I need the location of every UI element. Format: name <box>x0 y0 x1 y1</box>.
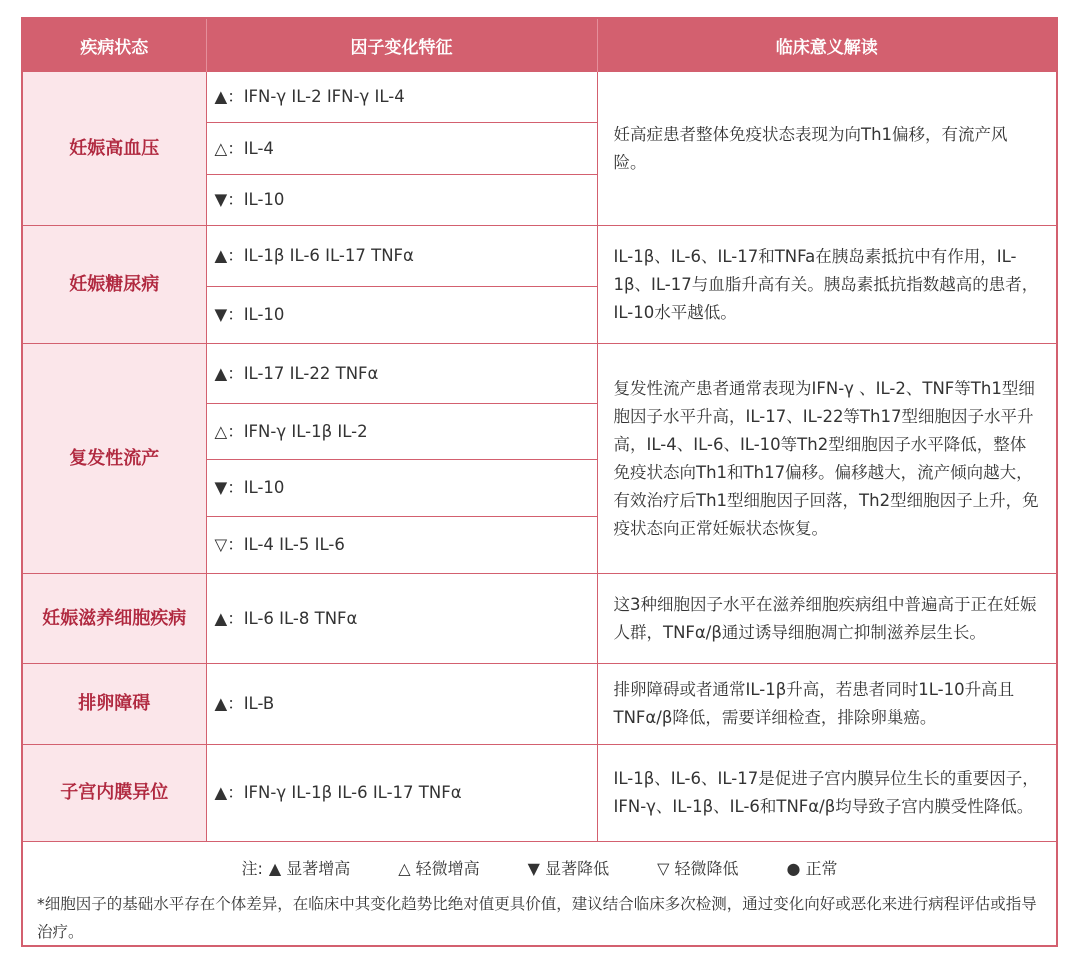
legend <box>37 852 1042 882</box>
header-disease: 疾病状态 <box>23 19 206 72</box>
factor-cell: ▲：IL-6 IL-8 TNFα <box>206 574 597 664</box>
legend-label: 注: <box>241 858 263 878</box>
meaning-cell: IL-1β、IL-6、IL-17是促进子宫内膜异位生长的重要因子，IFN-γ、IL-1β、IL-6和TNFα/β均导致子宫内膜受性降低。 <box>597 745 1056 842</box>
meaning-cell: 这3种细胞因子水平在滋养细胞疾病组中普遍高于正在妊娠人群，TNFα/β通过诱导细胞凋亡抑制滋养层生长。 <box>597 574 1056 664</box>
table-row <box>23 344 1056 404</box>
legend-item-significant-increase: ▲ 显著增高 <box>268 858 351 878</box>
factor-cell: △：IFN-γ IL-1β IL-2 <box>206 404 597 460</box>
table-row <box>23 664 1056 745</box>
factor-cell: ▲：IFN-γ IL-2 IFN-γ IL-4 <box>206 72 597 123</box>
footnote: *细胞因子的基础水平存在个体差异，在临床中其变化趋势比绝对值更具价值，建议结合临床多次检测，通过变化向好或恶化来进行病程评估或指导治疗。 <box>37 895 1037 941</box>
cytokine-table-card <box>21 17 1058 947</box>
factor-cell: △：IL-4 <box>206 123 597 175</box>
disease-cell: 子宫内膜异位 <box>23 745 206 842</box>
factor-cell: ▼：IL-10 <box>206 460 597 517</box>
table-row <box>23 574 1056 664</box>
table-row <box>23 745 1056 842</box>
disease-cell: 排卵障碍 <box>23 664 206 745</box>
table-row <box>23 72 1056 123</box>
disease-cell: 复发性流产 <box>23 344 206 574</box>
factor-cell: ▲：IL-B <box>206 664 597 745</box>
disease-cell: 妊娠滋养细胞疾病 <box>23 574 206 664</box>
header-meaning: 临床意义解读 <box>597 19 1056 72</box>
factor-cell: ▲：IL-17 IL-22 TNFα <box>206 344 597 404</box>
factor-cell: ▼：IL-10 <box>206 175 597 226</box>
disease-cell: 妊娠糖尿病 <box>23 226 206 344</box>
legend-item-slight-increase: △ 轻微增高 <box>398 858 480 878</box>
table-header-row <box>23 19 1056 72</box>
factor-cell: ▽：IL-4 IL-5 IL-6 <box>206 517 597 574</box>
disease-cell: 妊娠高血压 <box>23 72 206 226</box>
legend-item-normal: ● 正常 <box>786 858 838 878</box>
legend-item-slight-decrease: ▽ 轻微降低 <box>657 858 739 878</box>
cytokine-table <box>23 19 1056 842</box>
meaning-cell: 妊高症患者整体免疫状态表现为向Th1偏移，有流产风险。 <box>597 72 1056 226</box>
meaning-cell: IL-1β、IL-6、IL-17和TNFa在胰岛素抵抗中有作用，IL-1β、IL-17与血脂升高有关。胰岛素抵抗指数越高的患者，IL-10水平越低。 <box>597 226 1056 344</box>
meaning-cell: 排卵障碍或者通常IL-1β升高，若患者同时1L-10升高且TNFα/β降低，需要详细检查，排除卵巢癌。 <box>597 664 1056 745</box>
table-row <box>23 226 1056 287</box>
legend-item-significant-decrease: ▼ 显著降低 <box>527 858 610 878</box>
notes-section <box>23 842 1056 946</box>
meaning-cell: 复发性流产患者通常表现为IFN-γ 、IL-2、TNF等Th1型细胞因子水平升高，IL-17、IL-22等Th17型细胞因子水平升高，IL-4、IL-6、IL-10等Th2型细胞因子水平降低，整体免疫状态向Th1和Th17偏移。偏移越大，流产倾向越大，有效治疗后Th1型细胞因子回落，Th2型细胞因子上升，免疫状态向正常妊娠状态恢复。 <box>597 344 1056 574</box>
header-factor: 因子变化特征 <box>206 19 597 72</box>
factor-cell: ▼：IL-10 <box>206 287 597 344</box>
factor-cell: ▲：IL-1β IL-6 IL-17 TNFα <box>206 226 597 287</box>
factor-cell: ▲：IFN-γ IL-1β IL-6 IL-17 TNFα <box>206 745 597 842</box>
